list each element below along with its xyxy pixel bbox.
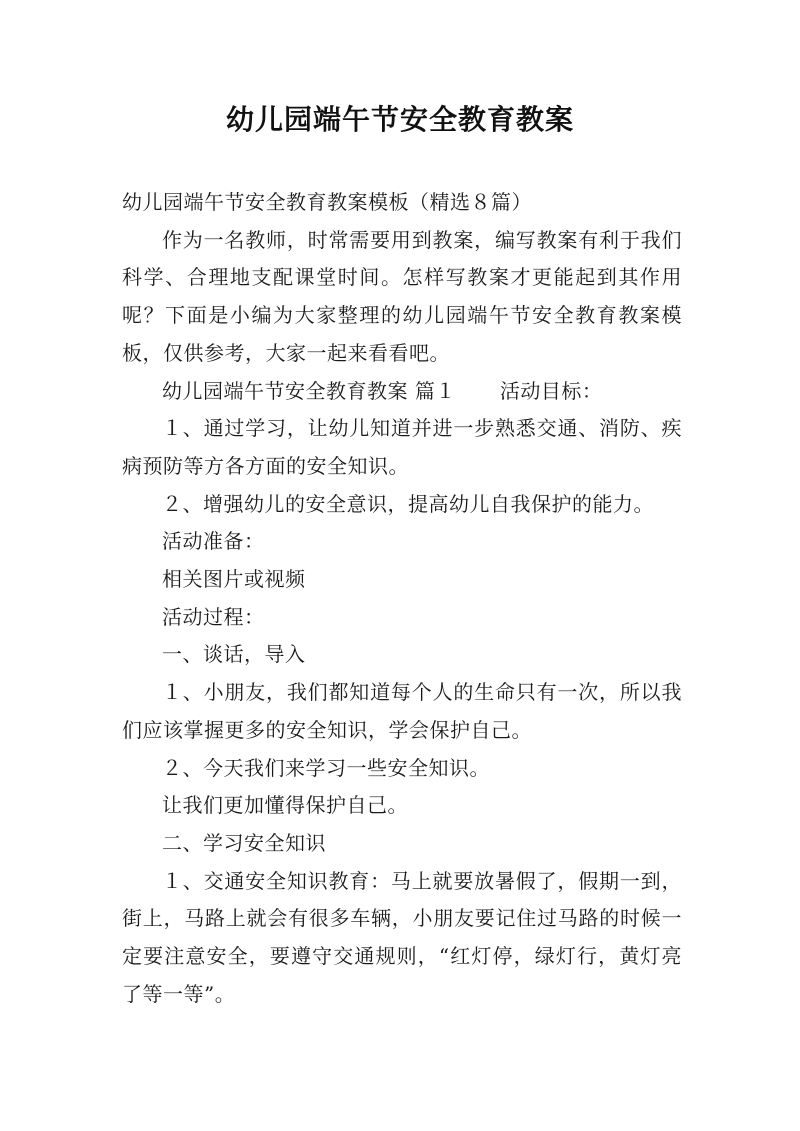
paragraph-step-1-heading: 一、谈话，导入 xyxy=(162,642,306,667)
document-title: 幼儿园端午节安全教育教案 xyxy=(225,103,574,136)
paragraph-step-1-item-1: １、小朋友，我们都知道每个人的生命只有一次，所以我们应该掌握更多的安全知识，学会保护自己。 xyxy=(122,680,682,742)
paragraph-step-1-item-3: 让我们更加懂得保护自己。 xyxy=(162,793,408,818)
paragraph-traffic-safety: １、交通安全知识教育：马上就要放暑假了，假期一到，街上，马路上就会有很多车辆，小朋友要记住过马路的时候一定要注意安全，要遵守交通规则，“红灯停，绿灯行，黄灯亮了等一等”。 xyxy=(122,868,682,1006)
paragraph-preparation-label: 活动准备： xyxy=(162,529,265,554)
paragraph-intro: 作为一名教师，时常需要用到教案，编写教案有利于我们科学、合理地支配课堂时间。怎样写教案才更能起到其作用呢？下面是小编为大家整理的幼儿园端午节安全教育教案模板，仅供参考，大家一起来看看吧。 xyxy=(122,227,682,365)
paragraph-subtitle: 幼儿园端午节安全教育教案模板（精选８篇） xyxy=(122,190,532,214)
paragraph-goal-1: １、通过学习，让幼儿知道并进一步熟悉交通、消防、疾病预防等方各方面的安全知识。 xyxy=(122,416,682,478)
paragraph-process-label: 活动过程： xyxy=(162,604,265,629)
document-body xyxy=(122,184,682,1013)
paragraph-step-1-item-2: ２、今天我们来学习一些安全知识。 xyxy=(162,755,490,780)
paragraph-preparation-item: 相关图片或视频 xyxy=(162,567,306,592)
section-heading-goal: 活动目标： xyxy=(499,378,603,403)
paragraph-step-2-heading: 二、学习安全知识 xyxy=(162,830,326,855)
section-heading-text: 幼儿园端午节安全教育教案 篇１ xyxy=(162,378,456,403)
paragraph-section-heading xyxy=(122,373,682,411)
paragraph-goal-2: ２、增强幼儿的安全意识，提高幼儿自我保护的能力。 xyxy=(162,491,654,516)
